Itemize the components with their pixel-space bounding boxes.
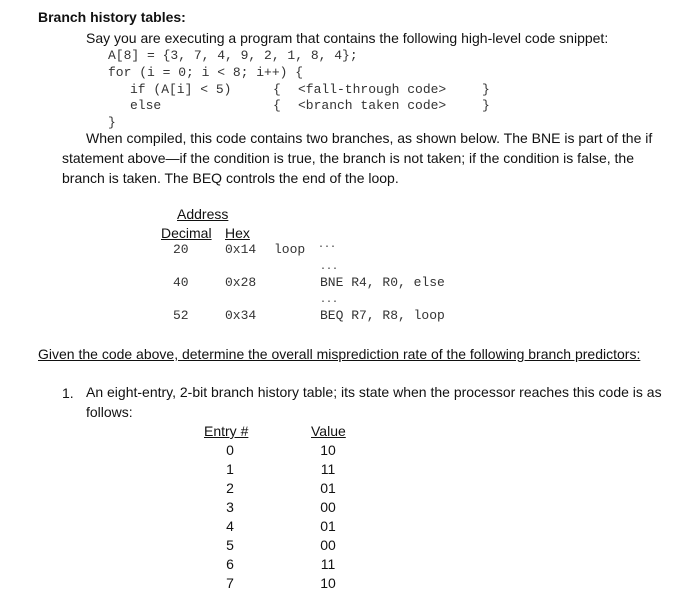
address-row-hex: 0x14: [225, 242, 257, 257]
item-text: An eight-entry, 2-bit branch history table; its state when the processor reaches this code is as follows:: [86, 384, 662, 420]
bht-entry: 0: [226, 442, 234, 458]
code-if-close-brace: }: [482, 82, 490, 97]
address-row-instr: BNE R4, R0, else: [320, 275, 445, 290]
bht-value: 11: [320, 461, 336, 477]
address-row-label: loop: [274, 242, 306, 257]
bht-entry: 6: [226, 556, 234, 572]
address-row-instr: ...: [318, 240, 337, 251]
bht-entry: 2: [226, 480, 234, 496]
bht-entry: 5: [226, 537, 234, 553]
address-col-decimal: Decimal: [161, 225, 212, 241]
bht-value: 00: [320, 499, 336, 515]
section-heading: Branch history tables:: [38, 9, 186, 25]
code-line-closing: }: [108, 115, 116, 130]
bht-value: 00: [320, 537, 336, 553]
address-row-instr: ...: [320, 295, 339, 306]
address-row-hex: 0x28: [225, 275, 257, 290]
address-row-decimal: 20: [173, 242, 189, 257]
address-row-decimal: 52: [173, 308, 189, 323]
code-else-close-brace: }: [482, 98, 490, 113]
code-else-open-brace: {: [273, 98, 281, 113]
address-row-decimal: 40: [173, 275, 189, 290]
bht-entry: 1: [226, 461, 234, 477]
code-if-open-brace: {: [273, 82, 281, 97]
address-row-hex: 0x34: [225, 308, 257, 323]
bht-value: 10: [320, 575, 336, 591]
intro-text: Say you are executing a program that contains the following high-level code snippet:: [86, 30, 609, 46]
code-else-body: <branch taken code>: [298, 98, 447, 113]
code-line-array: A[8] = {3, 7, 4, 9, 2, 1, 8, 4};: [108, 48, 358, 63]
bht-col-entry: Entry #: [204, 423, 249, 439]
code-line-if: if (A[i] < 5): [130, 82, 232, 97]
question-text: Given the code above, determine the overall misprediction rate of the following branch predictors:: [38, 346, 641, 362]
address-col-hex: Hex: [225, 225, 250, 241]
bht-entry: 3: [226, 499, 234, 515]
address-row-instr: BEQ R7, R8, loop: [320, 308, 445, 323]
address-title: Address: [177, 206, 229, 222]
bht-value: 10: [320, 442, 336, 458]
address-row-instr: ...: [320, 262, 339, 273]
item-number: 1.: [62, 385, 74, 401]
bht-entry: 4: [226, 518, 234, 534]
bht-entry: 7: [226, 575, 234, 591]
code-line-else: else: [130, 98, 162, 113]
code-if-body: <fall-through code>: [298, 82, 447, 97]
bht-value: 01: [320, 480, 336, 496]
compiled-paragraph: When compiled, this code contains two branches, as shown below. The BNE is part of the if statement above—if the condition is true, the branch is not taken; if the condition is false, the branch is taken. The BEQ controls the end of the loop.: [62, 130, 653, 186]
bht-value: 01: [320, 518, 336, 534]
bht-col-value: Value: [311, 423, 346, 439]
bht-value: 11: [320, 556, 336, 572]
code-line-for: for (i = 0; i < 8; i++) {: [108, 65, 304, 80]
